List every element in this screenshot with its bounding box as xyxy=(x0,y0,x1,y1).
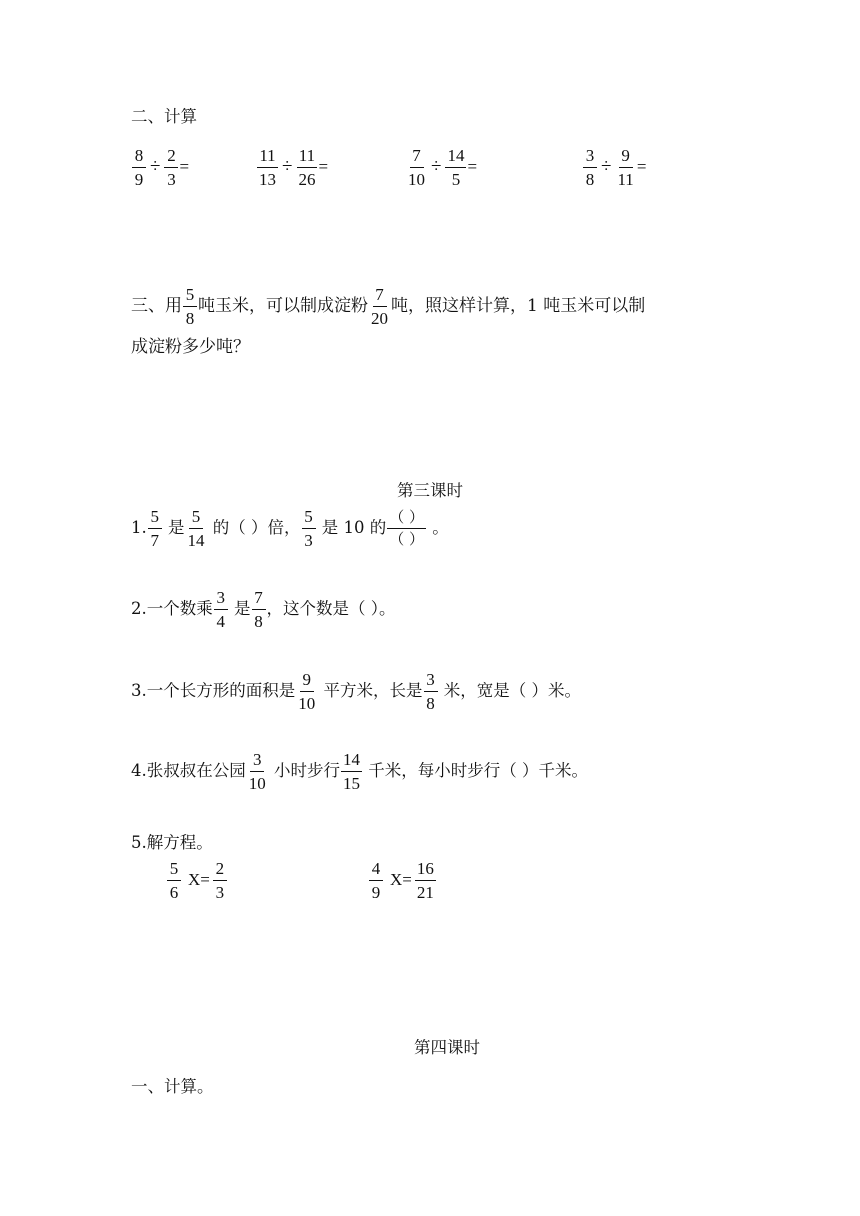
variable-x: X= xyxy=(390,870,412,889)
fraction: $\frac{8}{9}$ xyxy=(132,147,146,188)
text: 千米，每小时步行（ ）千米。 xyxy=(363,761,588,780)
lesson4-title: 第四课时 xyxy=(414,1038,480,1057)
calc-item-1 xyxy=(131,147,189,188)
calc-item-3 xyxy=(405,147,477,188)
divide-sign: ÷ xyxy=(601,156,612,177)
text: 吨玉米，可以制成淀粉 xyxy=(198,296,368,316)
text: 2.一个数乘 xyxy=(131,599,213,618)
divide-sign: ÷ xyxy=(431,156,442,177)
text: ，这个数是（ ）。 xyxy=(266,599,396,618)
fraction: $\frac{2}{3}$ xyxy=(213,860,227,901)
question-5-label: 5.解方程。 xyxy=(131,833,213,852)
text: 4.张叔叔在公园 xyxy=(131,761,246,780)
text: 小时步行 xyxy=(268,761,340,780)
text: 是 xyxy=(162,518,185,537)
text: 米，宽是（ ）米。 xyxy=(438,681,581,700)
fraction: $\frac{5}{8}$ xyxy=(183,286,197,327)
question-number: 1. xyxy=(131,518,147,537)
question-4 xyxy=(131,751,588,792)
fraction: $\frac{3}{10}$ xyxy=(248,750,266,793)
section3-question xyxy=(131,286,645,327)
lesson4-heading: 一、计算。 xyxy=(131,1077,214,1096)
fraction: $\frac{5}{3}$ xyxy=(302,508,316,549)
fraction: $\frac{2}{3}$ xyxy=(164,147,178,188)
fraction: $\frac{11}{26}$ xyxy=(298,146,316,189)
fraction: $\frac{14}{5}$ xyxy=(447,146,465,189)
fraction: $\frac{4}{9}$ xyxy=(369,860,383,901)
fraction: $\frac{14}{15}$ xyxy=(343,750,360,793)
equals-sign: = xyxy=(636,157,647,176)
fraction: $\frac{9}{11}$ xyxy=(617,146,634,189)
fraction: $\frac{16}{21}$ xyxy=(416,859,434,902)
section2-heading: 二、计算 xyxy=(131,107,197,126)
text: 3.一个长方形的面积是 xyxy=(131,681,296,700)
question-2 xyxy=(131,589,396,630)
equals-sign: = xyxy=(179,157,190,176)
text: 的（ ）倍， xyxy=(207,518,301,537)
text: 平方米，长是 xyxy=(318,681,423,700)
calc-item-4 xyxy=(582,147,646,188)
equation-1 xyxy=(166,860,228,901)
text: 。 xyxy=(427,518,449,537)
calc-item-2 xyxy=(256,147,328,188)
equation-2 xyxy=(368,860,437,901)
blank-fraction: $\frac{( )}{( )}$ xyxy=(389,508,425,548)
text: 是 xyxy=(228,599,251,618)
fraction: $\frac{3}{8}$ xyxy=(583,147,597,188)
section3-question-line2: 成淀粉多少吨？ xyxy=(131,337,250,357)
fraction: $\frac{7}{8}$ xyxy=(252,589,266,630)
lesson3-title: 第三课时 xyxy=(397,481,463,500)
equals-sign: = xyxy=(467,157,478,176)
fraction: $\frac{5}{14}$ xyxy=(187,507,205,550)
text: 是 10 的 xyxy=(316,518,387,537)
fraction: $\frac{9}{10}$ xyxy=(298,670,316,713)
text: 吨，照这样计算，1 吨玉米可以制 xyxy=(391,296,646,316)
fraction: $\frac{11}{13}$ xyxy=(259,146,276,189)
fraction: $\frac{7}{20}$ xyxy=(371,285,388,328)
variable-x: X= xyxy=(188,870,210,889)
fraction: $\frac{3}{8}$ xyxy=(424,671,438,712)
fraction: $\frac{3}{4}$ xyxy=(214,589,228,630)
question-3 xyxy=(131,671,581,712)
divide-sign: ÷ xyxy=(282,156,293,177)
fraction: $\frac{5}{7}$ xyxy=(148,508,162,549)
equals-sign: = xyxy=(318,157,329,176)
question-1 xyxy=(131,508,449,549)
fraction: $\frac{5}{6}$ xyxy=(167,860,181,901)
divide-sign: ÷ xyxy=(150,156,161,177)
text: 三、用 xyxy=(131,296,182,316)
fraction: $\frac{7}{10}$ xyxy=(408,146,425,189)
